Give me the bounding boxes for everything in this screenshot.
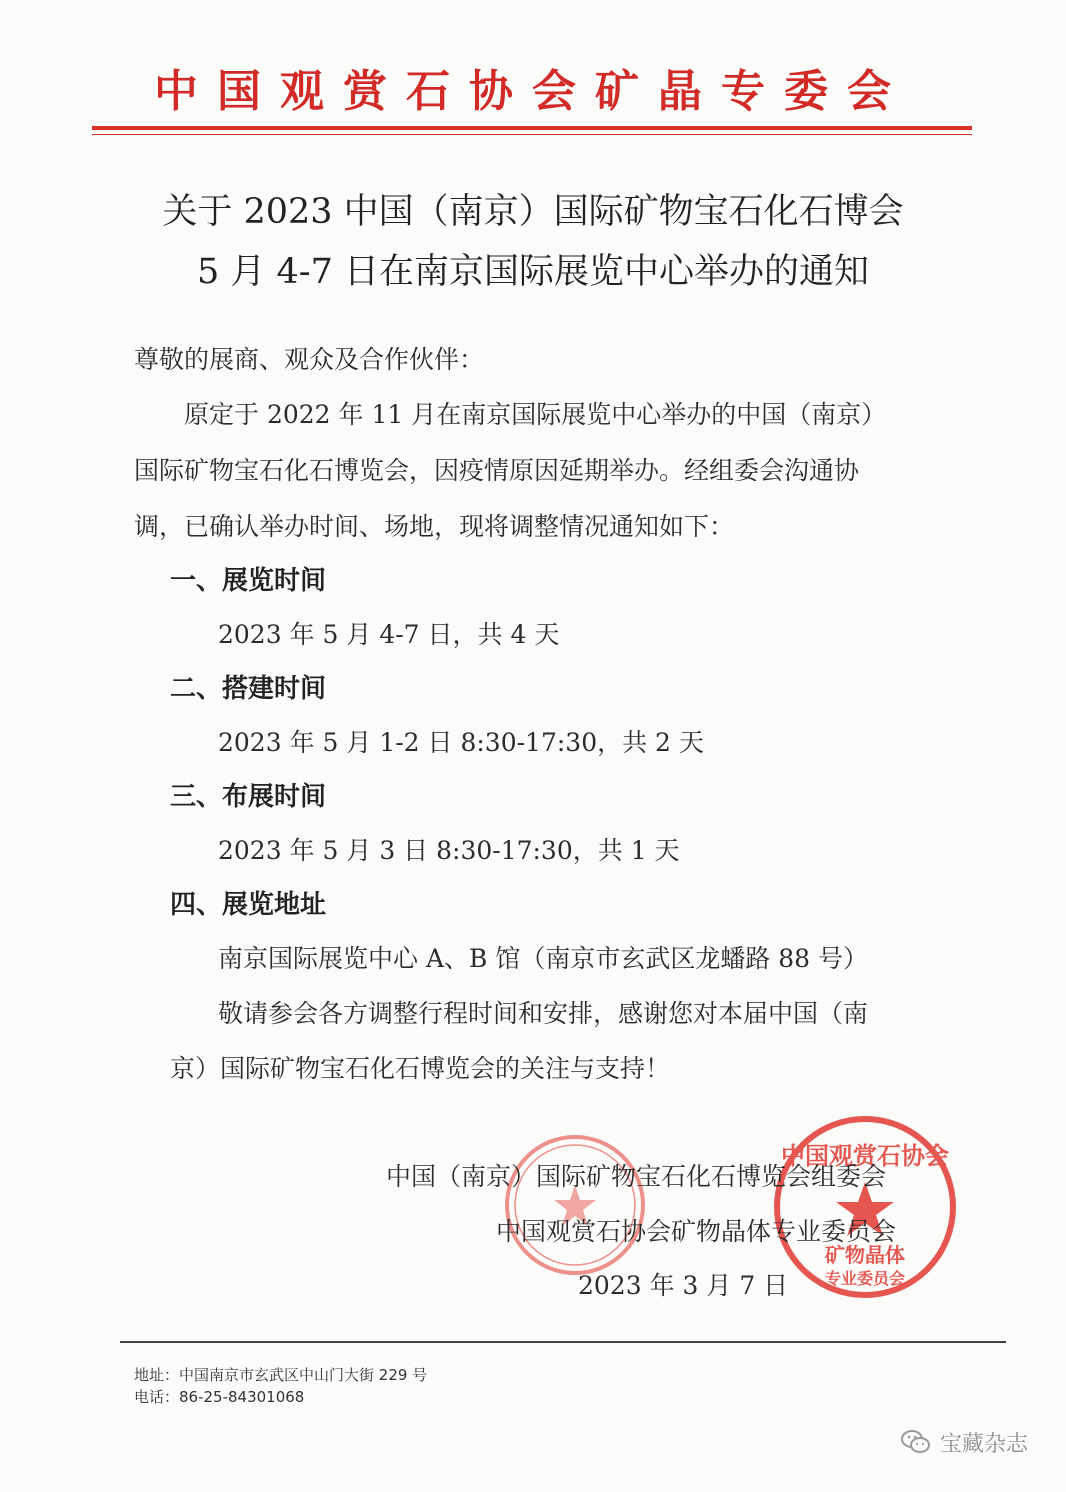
footer-phone: 电话：86-25-84301068 (134, 1388, 305, 1406)
section-body: 2023 年 5 月 3 日 8:30-17:30，共 1 天 (218, 836, 680, 865)
seal-bottom-text: 专业委员会 (824, 1269, 906, 1288)
section-heading: 三、布展时间 (170, 782, 327, 812)
section-heading: 四、展览地址 (170, 890, 327, 920)
watermark-text: 宝藏杂志 (940, 1431, 1029, 1457)
seal-top-text: 中国观赏石协会 (781, 1142, 949, 1170)
section-heading: 一、展览时间 (170, 566, 327, 596)
intro-line: 原定于 2022 年 11 月在南京国际展览中心举办的中国（南京） (134, 400, 887, 429)
intro-line: 国际矿物宝石化石博览会，因疫情原因延期举办。经组委会沟通协 (134, 456, 860, 485)
greeting: 尊敬的展商、观众及合作伙伴： (134, 345, 485, 374)
signature-org-1: 中国（南京）国际矿物宝石化石博览会组委会 (386, 1162, 887, 1191)
document-title (80, 182, 986, 302)
wechat-icon (900, 1426, 932, 1458)
letterhead: 中国观赏石协会矿晶专委会 (154, 66, 910, 117)
footer-divider (120, 1341, 1006, 1343)
watermark (900, 1420, 1050, 1464)
section-body: 2023 年 5 月 4-7 日，共 4 天 (218, 620, 560, 649)
letterhead-rule-thick (92, 126, 972, 130)
closing-line: 京）国际矿物宝石化石博览会的关注与支持！ (170, 1054, 671, 1083)
title-line-1: 关于 2023 中国（南京）国际矿物宝石化石博会 (162, 192, 904, 232)
section-body: 南京国际展览中心 A、B 馆（南京市玄武区龙蟠路 88 号） (218, 944, 869, 973)
title-line-2: 5 月 4-7 日在南京国际展览中心举办的通知 (196, 252, 869, 292)
signature-date: 2023 年 3 月 7 日 (578, 1271, 789, 1300)
footer-address: 地址：中国南京市玄武区中山门大街 229 号 (134, 1366, 428, 1384)
organizing-committee-seal (500, 1130, 650, 1280)
seal-mid-text: 矿物晶体 (825, 1243, 905, 1267)
signature-org-2: 中国观赏石协会矿物晶体专业委员会 (496, 1217, 897, 1246)
closing-line: 敬请参会各方调整行程时间和安排，感谢您对本届中国（南 (218, 999, 869, 1028)
letterhead-rule-thin (92, 134, 972, 135)
crystal-committee-seal (770, 1112, 960, 1302)
intro-line: 调，已确认举办时间、场地，现将调整情况通知如下： (134, 512, 735, 541)
section-heading: 二、搭建时间 (170, 674, 327, 704)
section-body: 2023 年 5 月 1-2 日 8:30-17:30，共 2 天 (218, 728, 704, 757)
